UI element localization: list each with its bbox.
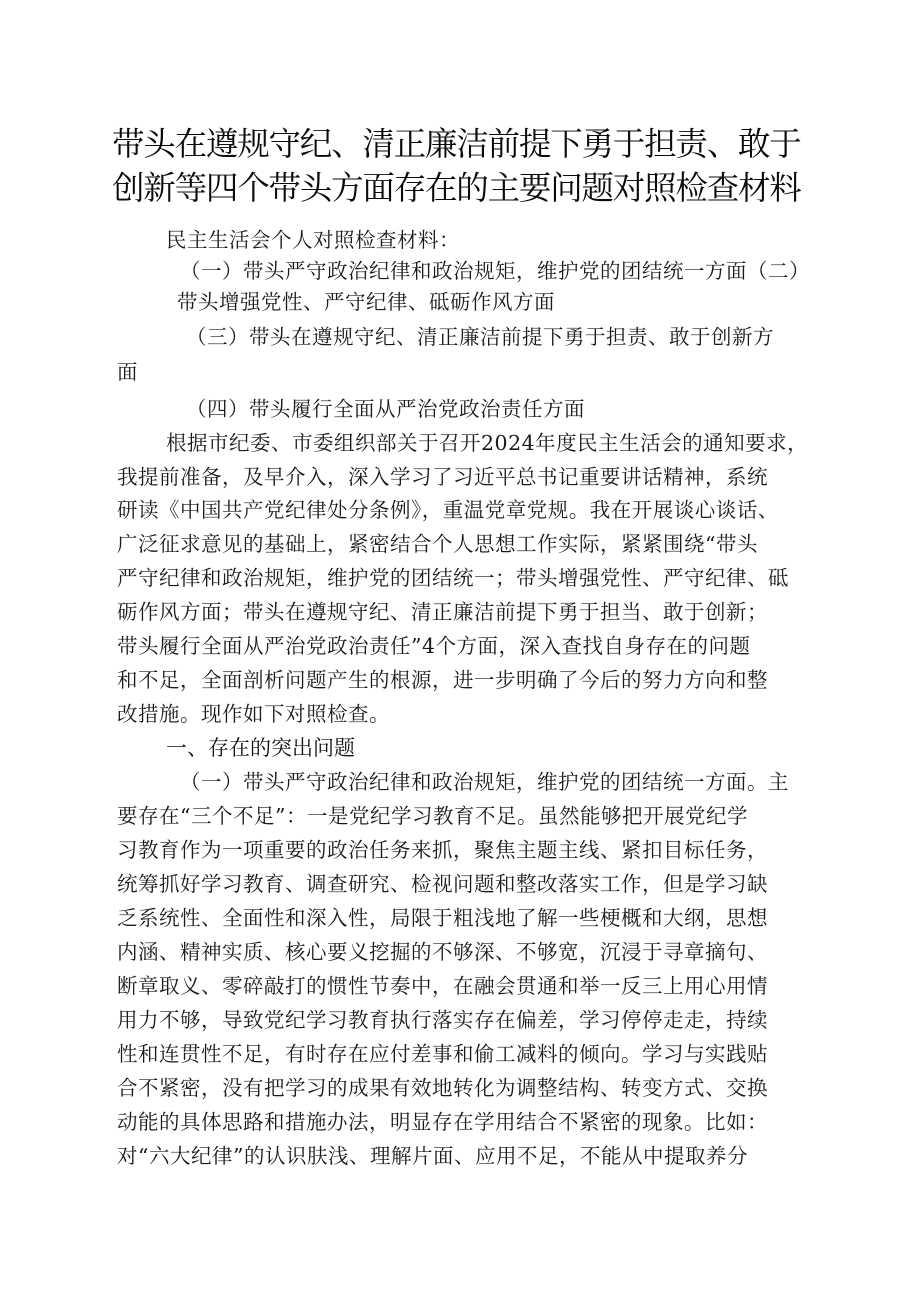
intro-line: 带头履行全面从严治党政治责任”4个方面，深入查找自身存在的问题 [117, 634, 751, 658]
intro-line: 我提前准备，及早介入，深入学习了习近平总书记重要讲话精神，系统 [117, 465, 768, 489]
section-line: 用力不够，导致党纪学习教育执行落实存在偏差，学习停停走走，持续 [117, 1008, 768, 1032]
intro-line: 砺作风方面；带头在遵规守纪、清正廉洁前提下勇于担当、敢于创新； [117, 600, 768, 624]
document-title [112, 122, 832, 210]
section-line: 断章取义、零碎敲打的惯性节奏中，在融会贯通和举一反三上用心用情 [117, 974, 768, 998]
section-line: 乏系统性、全面性和深入性，局限于粗浅地了解一些梗概和大纲，思想 [117, 906, 768, 930]
toc-item-3: （三）带头在遵规守纪、清正廉洁前提下勇于担责、敢于创新方 [186, 325, 774, 349]
intro-line: 改措施。现作如下对照检查。 [117, 702, 390, 726]
section-line: 性和连贯性不足，有时存在应付差事和偷工减料的倾向。学习与实践贴 [117, 1042, 768, 1066]
toc-item-1: （一）带头严守政治纪律和政治规矩，维护党的团结统一方面（二） [180, 259, 810, 283]
section-line: 习教育作为一项重要的政治任务来抓，聚焦主题主线、紧扣目标任务， [117, 838, 768, 862]
intro-line: 根据市纪委、市委组织部关于召开2024年度民主生活会的通知要求， [166, 431, 809, 455]
toc-item-3-cont: 面 [117, 360, 138, 384]
title-line-2: 创新等四个带头方面存在的主要问题对照检查材料 [112, 169, 801, 207]
toc-item-4: （四）带头履行全面从严治党政治责任方面 [186, 397, 585, 421]
section-line: （一）带头严守政治纪律和政治规矩，维护党的团结统一方面。主 [180, 770, 789, 794]
intro-line: 研读《中国共产党纪律处分条例》，重温党章党规。我在开展谈心谈话、 [117, 498, 779, 522]
intro-line: 和不足，全面剖析问题产生的根源，进一步明确了今后的努力方向和整 [117, 668, 768, 692]
section-line: 动能的具体思路和措施办法，明显存在学用结合不紧密的现象。比如： [117, 1110, 768, 1134]
section-heading: 一、存在的突出问题 [166, 736, 355, 760]
section-line: 对“六大纪律”的认识肤浅、理解片面、应用不足，不能从中提取养分 [117, 1144, 748, 1168]
section-line: 统筹抓好学习教育、调查研究、检视问题和整改落实工作，但是学习缺 [117, 872, 768, 896]
section-line: 内涵、精神实质、核心要义挖掘的不够深、不够宽，沉浸于寻章摘句、 [117, 940, 768, 964]
toc-item-2: 带头增强党性、严守纪律、砥砺作风方面 [177, 290, 555, 314]
toc-label: 民主生活会个人对照检查材料： [166, 228, 460, 252]
section-line: 合不紧密，没有把学习的成果有效地转化为调整结构、转变方式、交换 [117, 1076, 768, 1100]
intro-line: 广泛征求意见的基础上，紧密结合个人思想工作实际，紧紧围绕“带头 [117, 532, 758, 556]
title-line-1: 带头在遵规守纪、清正廉洁前提下勇于担责、敢于 [112, 125, 801, 163]
section-line: 要存在“三个不足”：一是党纪学习教育不足。虽然能够把开展党纪学 [117, 804, 748, 828]
intro-line: 严守纪律和政治规矩，维护党的团结统一；带头增强党性、严守纪律、砥 [117, 566, 789, 590]
